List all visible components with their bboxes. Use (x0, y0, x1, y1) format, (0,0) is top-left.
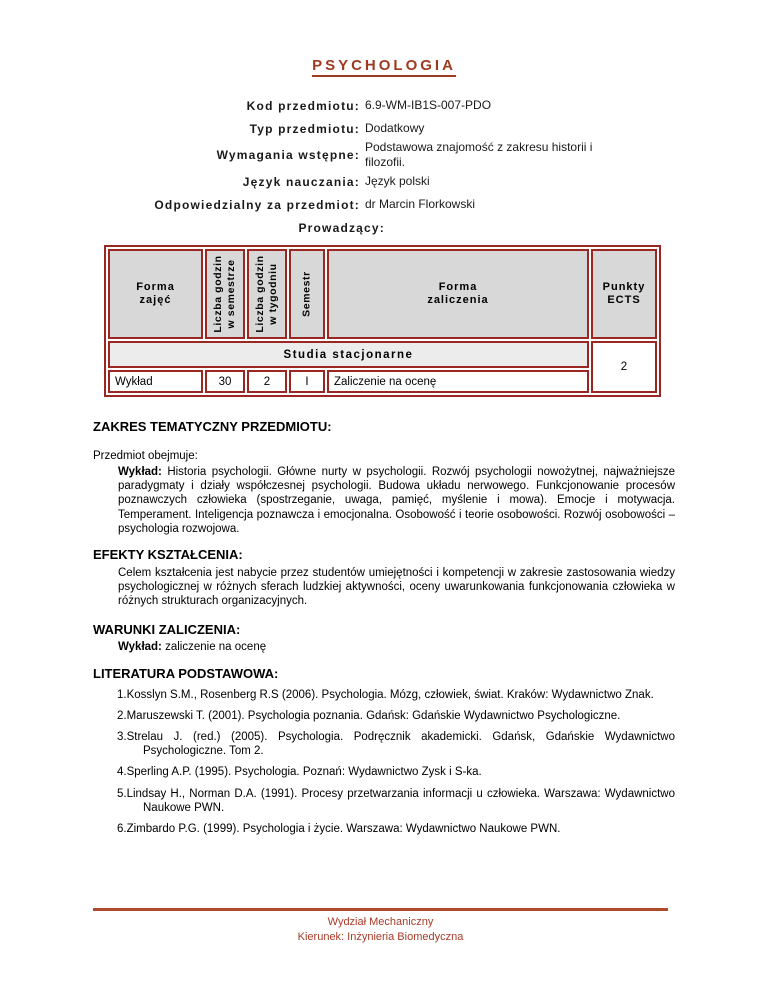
warunki-body: zaliczenie na ocenę (165, 640, 267, 653)
field-label-code: Kod przedmiotu: (246, 98, 360, 113)
header-godziny-semestr: Liczba godzin w semestrze (205, 249, 245, 339)
header-punkty-ects: Punkty ECTS (591, 249, 657, 339)
field-value-code: 6.9-WM-IB1S-007-PDO (365, 98, 492, 112)
ects-value-cell: 2 (591, 341, 657, 393)
meta-row-prerequisites (93, 140, 675, 170)
cell-godziny-semestr: 30 (205, 370, 245, 393)
efekty-paragraph: Celem kształcenia jest nabycie przez studentów umiejętności i kompetencji w zakresie zastosowania wiedzy psychologicznej w różnych sferach ludzkiej aktywności, oceny uwarunkowania funkcjonowania człowieka w różnych strukturach organizacyjnych. (118, 567, 675, 608)
page-title-text: PSYCHOLOGIA (312, 57, 456, 77)
section-heading-literatura: LITERATURA PODSTAWOWA: (93, 665, 279, 681)
section-heading-warunki: WARUNKI ZALICZENIA: (93, 621, 241, 637)
literature-list (93, 688, 675, 837)
field-label-responsible: Odpowiedzialny za przedmiot: (154, 197, 360, 212)
zakres-lead: Wykład: (118, 466, 162, 478)
header-forma-zajec: Forma zajęć (108, 249, 203, 339)
field-label-type: Typ przedmiotu: (249, 121, 360, 136)
course-table (104, 245, 661, 397)
cell-godziny-tydzien: 2 (247, 370, 287, 393)
zakres-paragraph (93, 465, 675, 536)
meta-row-code (93, 94, 675, 117)
footer-faculty: Wydział Mechaniczny (327, 916, 434, 928)
meta-row-lecturers (93, 216, 675, 239)
literature-item: 4.Sperling A.P. (1995). Psychologia. Poznań: Wydawnictwo Zysk i S-ka. (117, 766, 482, 779)
literature-item: 3.Strelau J. (red.) (2005). Psychologia. Podręcznik akademicki. Gdańsk, Gdańskie Wydawnictwo Psychologiczne. Tom 2. (117, 731, 675, 758)
field-label-prerequisites: Wymagania wstępne: (216, 148, 360, 162)
section-heading-zakres: ZAKRES TEMATYCZNY PRZEDMIOTU: (93, 419, 332, 434)
field-value-responsible: dr Marcin Florkowski (365, 197, 476, 211)
section-heading-efekty: EFEKTY KSZTAŁCENIA: (93, 547, 243, 563)
cell-forma-zajec: Wykład (108, 370, 203, 393)
table-header-row (108, 249, 657, 339)
zakres-intro: Przedmiot obejmuje: (93, 450, 198, 462)
warunki-line (93, 641, 675, 653)
field-value-type: Dodatkowy (365, 121, 425, 135)
field-value-language: Język polski (365, 174, 430, 188)
table-data-row (108, 370, 657, 393)
table-subheader-row (108, 341, 657, 368)
cell-semestr: I (289, 370, 325, 393)
literature-item: 6.Zimbardo P.G. (1999). Psychologia i życie. Warszawa: Wydawnictwo Naukowe PWN. (117, 823, 561, 836)
literature-item: 5.Lindsay H., Norman D.A. (1991). Procesy przetwarzania informacji u człowieka. Warszawa: Wydawnictwo Naukowe PWN. (117, 787, 675, 814)
footer-programme: Kierunek: Inżynieria Biomedyczna (297, 931, 464, 943)
subheader-studia-stacjonarne: Studia stacjonarne (108, 341, 589, 368)
course-meta (93, 94, 675, 239)
literature-item: 1.Kosslyn S.M., Rosenberg R.S (2006). Psychologia. Mózg, człowiek, świat. Kraków: Wydawnictwo Znak. (117, 688, 654, 701)
header-semestr: Semestr (289, 249, 325, 339)
zakres-body: Historia psychologii. Główne nurty w psychologii. Rozwój psychologii nowożytnej, najważniejsze paradygmaty i działy współczesnej psychologii. Budowa układu nerwowego. Funkcjonowanie procesów poznawczych człowieka (spostrzeganie, uwaga, pamięć, myślenie i mowa). Emocje i motywacja. Temperament. Inteligencja poznawcza i emocjonalna. Osobowość i teorie osobowości. Rozwój osobowości – psychologia rozwojowa. (118, 466, 675, 535)
meta-row-language (93, 170, 675, 193)
cell-forma-zaliczenia: Zaliczenie na ocenę (327, 370, 589, 393)
page-title (93, 57, 675, 74)
field-label-language: Język nauczania: (242, 174, 360, 189)
header-forma-zaliczenia: Forma zaliczenia (327, 249, 589, 339)
field-value-prerequisites: Podstawowa znajomość z zakresu historii i filozofii. (365, 140, 593, 169)
page-footer (93, 908, 668, 945)
warunki-lead: Wykład: (118, 640, 162, 653)
literature-item: 2.Maruszewski T. (2001). Psychologia poznania. Gdańsk: Gdańskie Wydawnictwo Psychologiczne. (117, 709, 621, 722)
meta-row-type (93, 117, 675, 140)
field-label-lecturers: Prowadzący: (298, 220, 385, 235)
meta-row-responsible (93, 193, 675, 216)
footer-rule (93, 908, 668, 911)
header-godziny-tydzien: Liczba godzin w tygodniu (247, 249, 287, 339)
